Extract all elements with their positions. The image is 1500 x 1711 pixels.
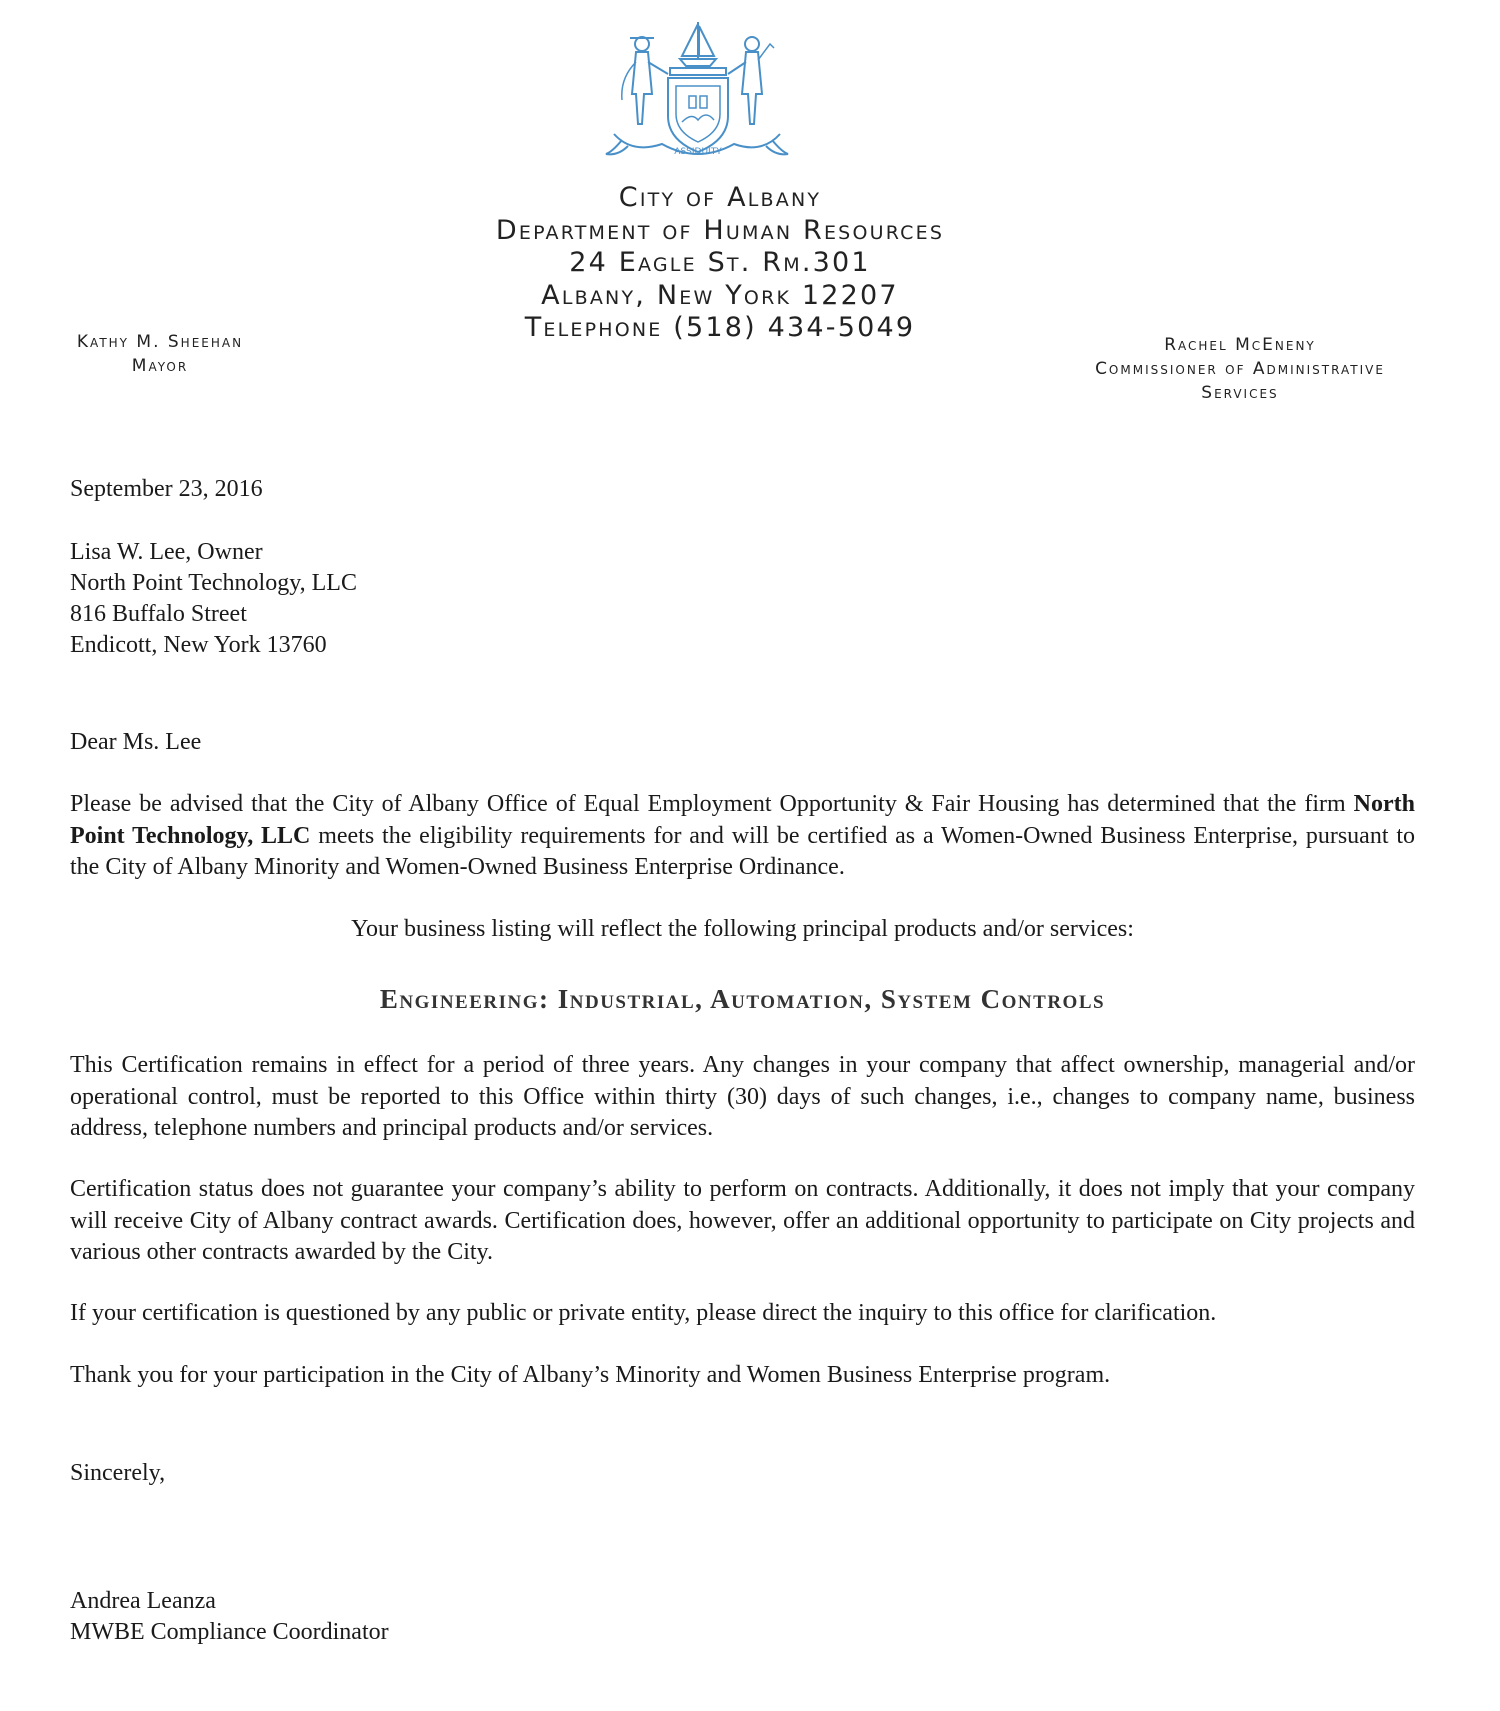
paragraph-certification-period: This Certification remains in effect for a period of three years. Any changes in your company that affect ownership, managerial and/or operational control, must be reported to this Office within thirty (30) days of such changes, i.e., changes to company name, business address, telephone numbers and principal products and/or services. (70, 1052, 1415, 1141)
recipient-address (70, 537, 357, 661)
letterhead-line: Department of Human Resources (495, 214, 945, 246)
signer-block (70, 1586, 389, 1648)
letterhead-line: Albany, New York 12207 (541, 279, 899, 311)
letter-date: September 23, 2016 (70, 476, 263, 502)
letterhead-address (400, 182, 1040, 345)
paragraph-certification-status: Certification status does not guarantee your company’s ability to perform on contracts. Additionally, it does not imply that your company will receive City of Albany contract awards. Certification does, however, offer an additional opportunity to participate on City projects and various other contracts awarded by the City. (70, 1176, 1415, 1265)
mayor-block (40, 330, 280, 378)
commissioner-name: Rachel McEneny (1164, 335, 1316, 355)
seal-motto: ASSIDUITY (674, 147, 722, 157)
firm-name: North Point Technology, LLC (70, 791, 1415, 849)
recipient-line: 816 Buffalo Street (70, 601, 247, 627)
recipient-line: Endicott, New York 13760 (70, 632, 327, 658)
recipient-line: Lisa W. Lee, Owner (70, 539, 263, 565)
mayor-name: Kathy M. Sheehan (76, 332, 244, 352)
letterhead-line: City of Albany (618, 182, 822, 213)
salutation: Dear Ms. Lee (70, 729, 202, 755)
closing: Sincerely, (70, 1460, 166, 1486)
paragraph-text: Please be advised that the City of Albany Office of Equal Employment Opportunity & Fair Housing has determined that the firm (70, 791, 1354, 817)
mayor-title: Mayor (131, 356, 189, 376)
paragraph-eligibility (70, 789, 1415, 884)
signer-name: Andrea Leanza (70, 1588, 216, 1614)
signer-title: MWBE Compliance Coordinator (70, 1619, 389, 1645)
paragraph-inquiry: If your certification is questioned by any public or private entity, please direct the inquiry to this office for clarification. (70, 1300, 1217, 1326)
city-seal-icon (592, 4, 802, 169)
letterhead-line: Telephone (518) 434-5049 (524, 312, 916, 343)
principal-services: Engineering: Industrial, Automation, System Controls (379, 984, 1106, 1014)
recipient-line: North Point Technology, LLC (70, 570, 357, 596)
listing-intro: Your business listing will reflect the following principal products and/or services: (351, 916, 1134, 942)
letterhead-line: 24 Eagle St. Rm.301 (569, 247, 871, 278)
commissioner-title: Commissioner of Administrative (1095, 359, 1385, 379)
commissioner-title-cont: Services (1201, 383, 1279, 403)
paragraph-text: meets the eligibility requirements for and will be certified as a Women-Owned Business Enterprise, pursuant to the City of Albany Minority and Women-Owned Business Enterprise Ordinance. (70, 822, 1415, 880)
commissioner-block (1030, 333, 1450, 405)
paragraph-thanks: Thank you for your participation in the City of Albany’s Minority and Women Business Enterprise program. (70, 1362, 1111, 1388)
